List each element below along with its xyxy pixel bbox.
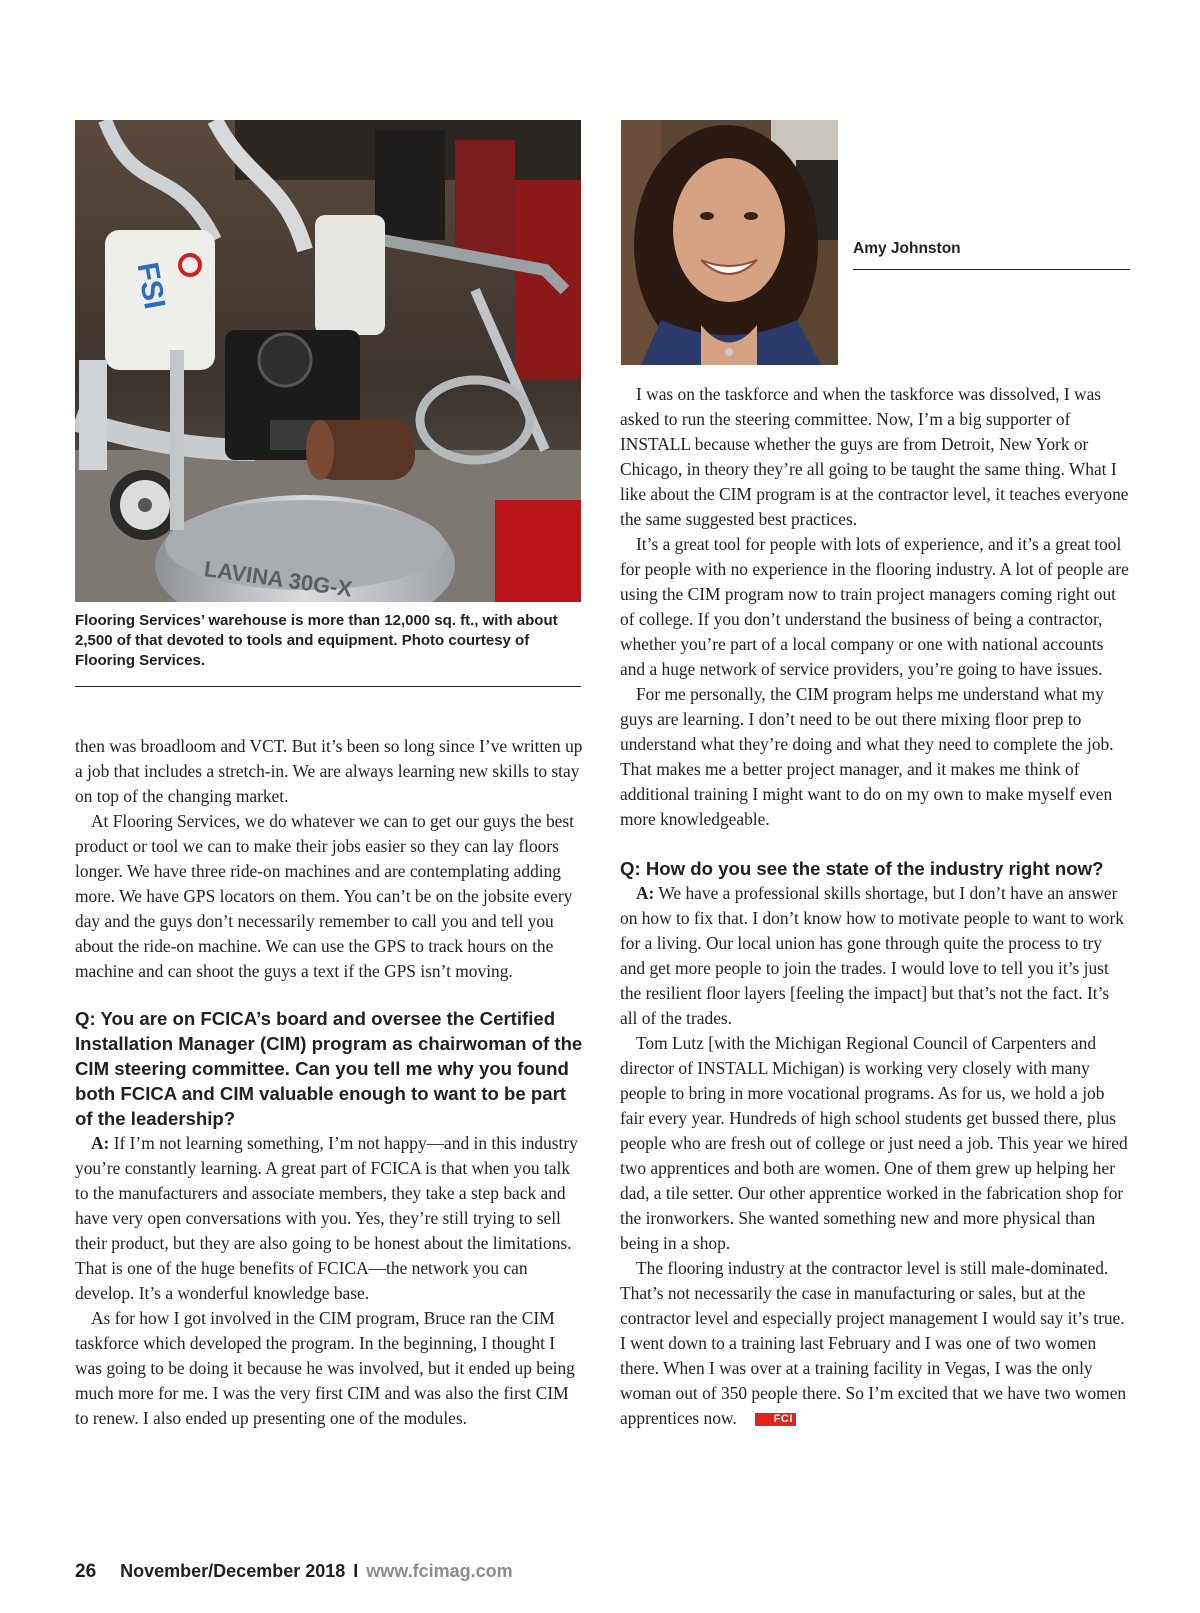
answer-2-text: We have a professional skills shortage, but I don’t have an answer on how to fix that. I don’t know how to motivate people to want to work for a living. Our local union has gone through quite the process to try and get more people to join the trades. I would love to tell you it’s just the resilient floor layers [feeling the impact] but that’s not the fact. It’s all of the trades. <box>620 883 1124 1028</box>
caption-divider <box>75 686 581 687</box>
right-paragraph-5-text: The flooring industry at the contractor level is still male-dominated. That’s not necessarily the case in manufacturing or sales, but at the contractor level and especially project management I would say it’s true. I went down to a training last February and I was one of two women there. When I was over at a training facility in Vegas, I was the only woman out of 350 people there. So I’m excited that we have two women apprentices now. <box>620 1258 1127 1428</box>
fsi-tank-label: FSI <box>130 259 172 312</box>
website-link[interactable]: www.fcimag.com <box>366 1561 513 1581</box>
right-paragraph-2: It’s a great tool for people with lots of experience, and it’s a great tool for people with no experience in the flooring industry. A lot of people are using the CIM program now to train project managers coming right out of college. If you don’t understand the business of being a contractor, whether you’re part of a local company or one with national accounts and a huge network of service providers, you’re going to have issues. <box>620 534 1129 679</box>
left-paragraph-1: then was broadloom and VCT. But it’s been so long since I’ve written up a job that includes a stretch-in. We are always learning new skills to stay on top of the changing market. <box>75 736 583 806</box>
portrait-name: Amy Johnston <box>853 240 961 257</box>
question-2: Q: How do you see the state of the industry right now? <box>620 858 1104 879</box>
issue-date: November/December 2018 <box>120 1561 346 1581</box>
right-paragraph-1: I was on the taskforce and when the taskforce was dissolved, I was asked to run the steering committee. Now, I’m a big supporter of INSTALL because whether the guys are from Detroit, New York or Chicago, in theory they’re all going to be taught the same thing. What I like about the CIM program is at the contractor level, it teaches everyone the same suggested best practices. <box>620 384 1129 529</box>
question-1: Q: You are on FCICA’s board and oversee the Certified Installation Manager (CIM) program as chairwoman of the CIM steering committee. Can you tell me why you found both FCICA and CIM valuable enough to want to be part of the leadership? <box>75 1008 583 1129</box>
page-number: 26 <box>75 1561 97 1582</box>
machine-brand-label: LAVINA 30G-X <box>202 556 354 602</box>
footer-separator: I <box>353 1561 359 1581</box>
portrait-photo <box>621 120 838 365</box>
fci-end-mark-logo: FCI <box>755 1413 796 1426</box>
answer-2-lead: A: <box>636 883 655 903</box>
right-paragraph-3: For me personally, the CIM program helps me understand what my guys are learning. I don’t need to be out there mixing floor prep to understand what they’re doing and what they need to complete the job. That makes me a better project manager, and it makes me think of additional training I might want to do on my own to make myself even more knowledgeable. <box>620 684 1114 829</box>
left-paragraph-3: As for how I got involved in the CIM program, Bruce ran the CIM taskforce which developed the program. In the beginning, I thought I was going to be doing it because he was involved, but it ended up being much more for me. I was the very first CIM and was also the first CIM to renew. I also ended up presenting one of the modules. <box>75 1308 575 1428</box>
answer-1-text: If I’m not learning something, I’m not happy—and in this industry you’re constantly learning. A great part of FCICA is that when you talk to the manufacturers and associate members, they take a step back and have very open conversations with you. Yes, they’re still trying to sell their product, but they are also going to be honest about the limitations. That is one of the huge benefits of FCICA—the network you can develop. It’s a wonderful knowledge base. <box>75 1133 578 1303</box>
answer-2 <box>620 881 1130 1031</box>
answer-1 <box>75 1131 585 1306</box>
page-footer <box>75 1561 513 1583</box>
answer-1-lead: A: <box>91 1133 110 1153</box>
right-paragraph-4: Tom Lutz [with the Michigan Regional Council of Carpenters and director of INSTALL Michigan) is working very closely with many people to bring in more vocational programs. As for us, we hold a job fair every year. Hundreds of high school students get bussed there, plus people who are fresh out of college or just need a job. This year we hired two apprentices and both are women. One of them grew up helping her dad, a tile setter. Our other apprentice worked in the fabrication shop for the ironworkers. She wanted something new and more physical than being in a shop. <box>620 1033 1128 1253</box>
portrait-name-divider <box>853 269 1130 270</box>
photo-caption: Flooring Services’ warehouse is more than 12,000 sq. ft., with about 2,500 of that devoted to tools and equipment. Photo courtesy of Flooring Services. <box>75 612 558 669</box>
warehouse-photo <box>75 120 581 602</box>
left-column <box>75 734 585 1431</box>
right-column <box>620 382 1130 1431</box>
left-paragraph-2: At Flooring Services, we do whatever we can to get our guys the best product or tool we can to make their jobs easier so they can lay floors longer. We have three ride-on machines and are contemplating adding more. We have GPS locators on them. You can’t be on the jobsite every day and the guys don’t necessarily remember to call you and tell you about the ride-on machine. We can use the GPS to track hours on the machine and can shoot the guys a text if the GPS isn’t moving. <box>75 811 574 981</box>
right-paragraph-5 <box>620 1256 1130 1431</box>
